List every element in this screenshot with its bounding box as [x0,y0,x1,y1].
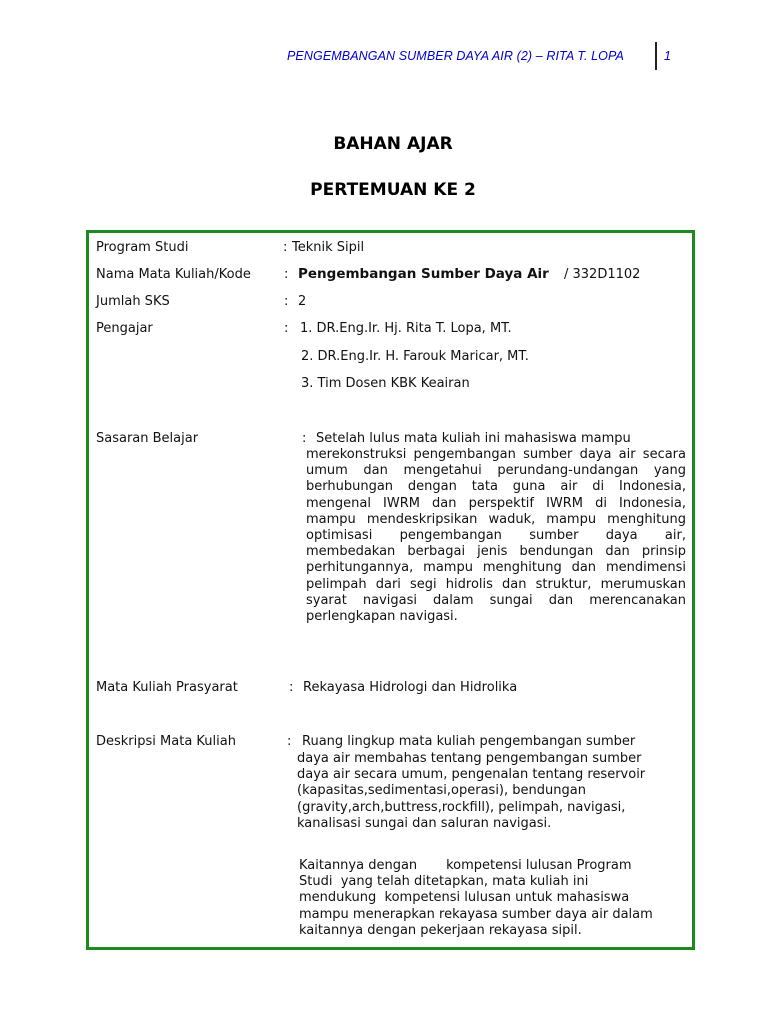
text-line: daya air secara umum, pengenalan tentang reservoir [297,767,646,783]
pengajar-colon: : [284,321,289,336]
deskripsi-colon: : [287,734,292,749]
sasaran-first-line: Setelah lulus mata kuliah ini mahasiswa mampu [316,431,631,446]
program-studi-value: Teknik Sipil [292,240,365,255]
text-line: Studi yang telah ditetapkan, mata kuliah ini [299,874,589,890]
text-line: daya air membahas tentang pengembangan sumber [297,751,642,766]
text-line: membedakan berbagai jenis bendungan dan prinsip [306,544,686,560]
sasaran-colon: : [302,431,307,446]
text-line: syarat navigasi dalam sungai dan merencanakan [306,592,686,608]
nama-mk-label: Nama Mata Kuliah/Kode [96,267,251,282]
sasaran-text [306,447,686,625]
text-line: mendukung kompetensi lulusan untuk mahasiswa [299,890,630,906]
prasyarat-value: Rekayasa Hidrologi dan Hidrolika [303,680,518,695]
prasyarat-label: Mata Kuliah Prasyarat [96,680,238,695]
text-line: mampu mendeskripsikan waduk, mampu menghitung [306,511,686,527]
pengajar-label: Pengajar [96,321,153,336]
pengajar-item: 3. Tim Dosen KBK Keairan [301,376,470,391]
text-line: perlengkapan navigasi. [306,609,458,625]
text-line: berhubungan dengan tata guna air di Indonesia, [306,479,686,495]
deskripsi-label: Deskripsi Mata Kuliah [96,734,236,749]
program-studi-label: Program Studi [96,240,189,255]
text-line: (kapasitas,sedimentasi,operasi), bendungan [297,783,586,799]
text-line: kanalisasi sungai dan saluran navigasi. [297,815,552,831]
meeting-title: PERTEMUAN KE 2 [310,180,476,200]
deskripsi-text [297,751,657,832]
running-header: PENGEMBANGAN SUMBER DAYA AIR (2) – RITA T. LOPA [287,49,624,63]
text-line: (gravity,arch,buttress,rockfill), pelimpah, navigasi, [297,799,626,815]
page-number: 1 [664,49,671,63]
text-line: Kaitannya dengan kompetensi lulusan Program [299,858,632,873]
text-line: mampu menerapkan rekayasa sumber daya air dalam [299,906,653,922]
sasaran-label: Sasaran Belajar [96,431,199,446]
nama-mk-code: / 332D1102 [564,267,641,282]
document-title: BAHAN AJAR [333,134,453,154]
pengajar-item: 2. DR.Eng.Ir. H. Farouk Maricar, MT. [301,349,529,364]
text-line: mengenal IWRM dan perspektif IWRM di Indonesia, [306,495,686,511]
text-line: merekonstruksi pengembangan sumber daya air secara [306,447,686,462]
sks-label: Jumlah SKS [96,294,170,309]
text-line: kaitannya dengan pekerjaan rekayasa sipil. [299,922,582,938]
header-divider [655,42,657,70]
text-line: pelimpah dari segi hidrolis dan struktur, merumuskan [306,576,686,592]
pengajar-item: 1. DR.Eng.Ir. Hj. Rita T. Lopa, MT. [300,321,512,336]
sks-value: 2 [298,294,307,309]
prasyarat-colon: : [289,680,294,695]
sks-colon: : [284,294,289,309]
nama-mk-colon: : [284,267,289,282]
deskripsi-first-line: Ruang lingkup mata kuliah pengembangan sumber [302,734,636,749]
nama-mk-value: Pengembangan Sumber Daya Air [298,266,549,282]
text-line: umum dan mengetahui perundang-undangan yang [306,463,686,479]
program-studi-colon: : [283,240,288,255]
deskripsi-paragraph-2 [299,858,669,939]
text-line: optimisasi pengembangan sumber daya air, [306,528,686,544]
text-line: perhitungannya, mampu menghitung dan mendimensi [306,560,686,576]
